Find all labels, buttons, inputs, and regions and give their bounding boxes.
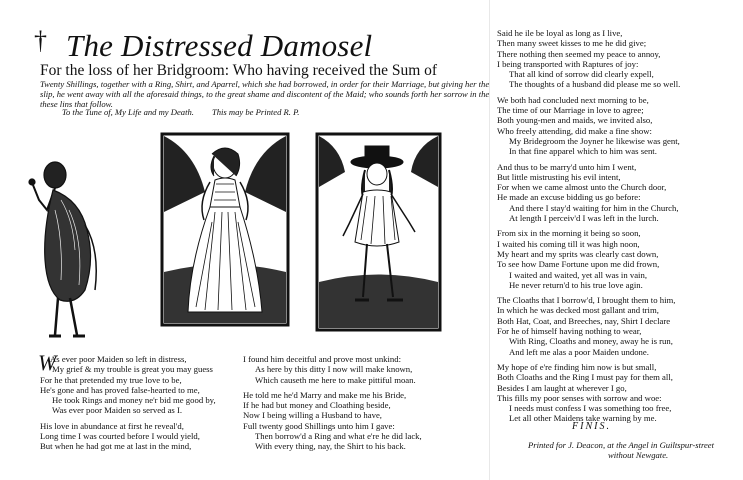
- woodcut-man-in-cloak: [25, 140, 120, 345]
- license-note: This may be Printed R. P.: [211, 107, 300, 117]
- verse-line: Which causeth me here to make pittiful moan.: [255, 374, 416, 385]
- verse-column-1: [38, 350, 235, 452]
- verse-line: His love in abundance at first he reveal'd,: [40, 420, 184, 431]
- tune-line: [62, 107, 492, 117]
- printer-imprint: [528, 440, 738, 461]
- verse-line: He never return'd to his true love agin.: [509, 279, 643, 290]
- verse-line: But little mistrusting his evil intent,: [497, 171, 621, 182]
- verse-line: As here by this ditty I now will make known,: [255, 364, 413, 375]
- verse-line: I found him deceitful and prove most unkind:: [243, 354, 402, 364]
- verse-line: To see how Dame Fortune upon me did frown,: [497, 259, 660, 270]
- verse-line: He's gone and has proved false-hearted to me,: [40, 384, 200, 395]
- verse-line: I waited his coming till it was high noon,: [497, 238, 640, 249]
- ballad-subtitle: For the loss of her Bridgroom: Who having received the Sum of: [40, 62, 438, 79]
- verse-line: For when we came almost unto the Church door,: [497, 182, 667, 193]
- verse-line: Long time I was courted before I would yield,: [40, 431, 200, 442]
- verse-line: Then borrow'd a Ring and what e're he did lack,: [255, 431, 422, 442]
- tune-name: To the Tune of, My Life and my Death.: [62, 107, 194, 117]
- verse-line: The thoughts of a husband did please me so well.: [509, 79, 681, 90]
- verse-line: For he that pretended my true love to be,: [40, 374, 182, 385]
- verse-column-3: [497, 28, 732, 424]
- verse-line: Both Cloaths and the Ring I must pay for them all,: [497, 372, 673, 383]
- verse-line: I needs must confess I was something too free,: [509, 403, 672, 414]
- woodcut-gentleman-with-hat: [315, 132, 442, 332]
- verse-line: Both Hat, Coat, and Breeches, nay, Shirt I declare: [497, 315, 671, 326]
- verse-line: That all kind of sorrow did clearly expell,: [509, 69, 654, 80]
- verse-line: I waited and waited, yet all was in vain,: [509, 269, 647, 280]
- verse-line: My heart and my sprits was clearly cast down,: [497, 248, 659, 259]
- verse-line: Said he ile be loyal as long as I live,: [497, 28, 623, 38]
- imprint-line-2: without Newgate.: [608, 450, 669, 461]
- verse-line: From six in the morning it being so soon,: [497, 228, 641, 239]
- verse-line: There nothing then seemed my peace to annoy,: [497, 48, 661, 59]
- finis-mark: FINIS.: [572, 421, 611, 432]
- verse-line: Both young-men and maids, we invited also,: [497, 115, 653, 126]
- verse-line: He made an excuse bidding us go before:: [497, 192, 641, 203]
- verse-line: Then many sweet kisses to me he did give;: [497, 38, 647, 49]
- verse-line: With every thing, nay, the Shirt to his back.: [255, 441, 406, 452]
- verse-line: My grief & my trouble is great you may guess: [52, 364, 213, 375]
- verse-line: Now I being willing a Husband to have,: [243, 410, 382, 421]
- woodcut-lady-in-gown: [160, 132, 290, 327]
- ballad-title: The Distressed Damosel: [66, 28, 373, 63]
- verse-line: Let all other Maidens take warning by me.: [509, 413, 657, 424]
- verse-line: And left me alas a poor Maiden undone.: [509, 346, 649, 357]
- verse-line: But when he had got me at last in the mind,: [40, 441, 192, 452]
- cross-ornament: †: [34, 26, 47, 55]
- imprint-line-1: Printed for J. Deacon, at the Angel in Guiltspur-street: [528, 440, 714, 450]
- verse-line: In that fine apparel which to him was sent.: [509, 146, 657, 157]
- verse-line: The Cloaths that I borrow'd, I brought them to him,: [497, 295, 676, 306]
- verse-line: And there I stay'd waiting for him in the Church,: [509, 202, 679, 213]
- verse-line: At length I perceiv'd I was left in the lurch.: [509, 213, 659, 224]
- verse-line: With Ring, Cloaths and money, away he is run,: [509, 336, 673, 347]
- verse-line: This fills my poor senses with sorrow and woe:: [497, 392, 662, 403]
- verse-line: The time of our Marriage in love to agree;: [497, 105, 644, 116]
- verse-line: My Bridegroom the Joyner he likewise was gent,: [509, 135, 680, 146]
- verse-line: We both had concluded next morning to be,: [497, 94, 649, 105]
- verse-line: Full twenty good Shillings unto him I gave:: [243, 420, 395, 431]
- verse-line: As ever poor Maiden so left in distress,: [50, 354, 187, 364]
- verse-line: In which he was decked most gallant and trim,: [497, 305, 659, 316]
- verse-line: For he of himself having nothing to wear,: [497, 326, 642, 337]
- ballad-description: Twenty Shillings, together with a Ring, Shirt, and Aparrel, which she had borrowed, in order for their Marriage, but giving her the slip, he went away with all the aforesaid things, to the great shame and discontent of the Maid; who sounds forth her sorrow in the these lins that follow.: [40, 79, 490, 109]
- verse-column-2: [243, 354, 468, 452]
- verse-line: Besides I am laught at wherever I go,: [497, 382, 627, 393]
- verse-line: Was ever poor Maiden so served as I.: [52, 405, 183, 416]
- verse-line: My hope of e're finding him now is but small,: [497, 361, 657, 372]
- verse-line: Who freely attending, did make a fine show:: [497, 125, 652, 136]
- verse-line: He took Rings and money ne'r bid me good by,: [52, 395, 216, 406]
- verse-line: I being transported with Raptures of joy:: [497, 58, 639, 69]
- verse-line: If he had but money and Cloathing beside,: [243, 400, 391, 411]
- verse-line: He told me he'd Marry and make me his Bride,: [243, 389, 407, 400]
- verse-line: And thus to be marry'd unto him I went,: [497, 161, 637, 172]
- drop-cap: W: [38, 350, 57, 375]
